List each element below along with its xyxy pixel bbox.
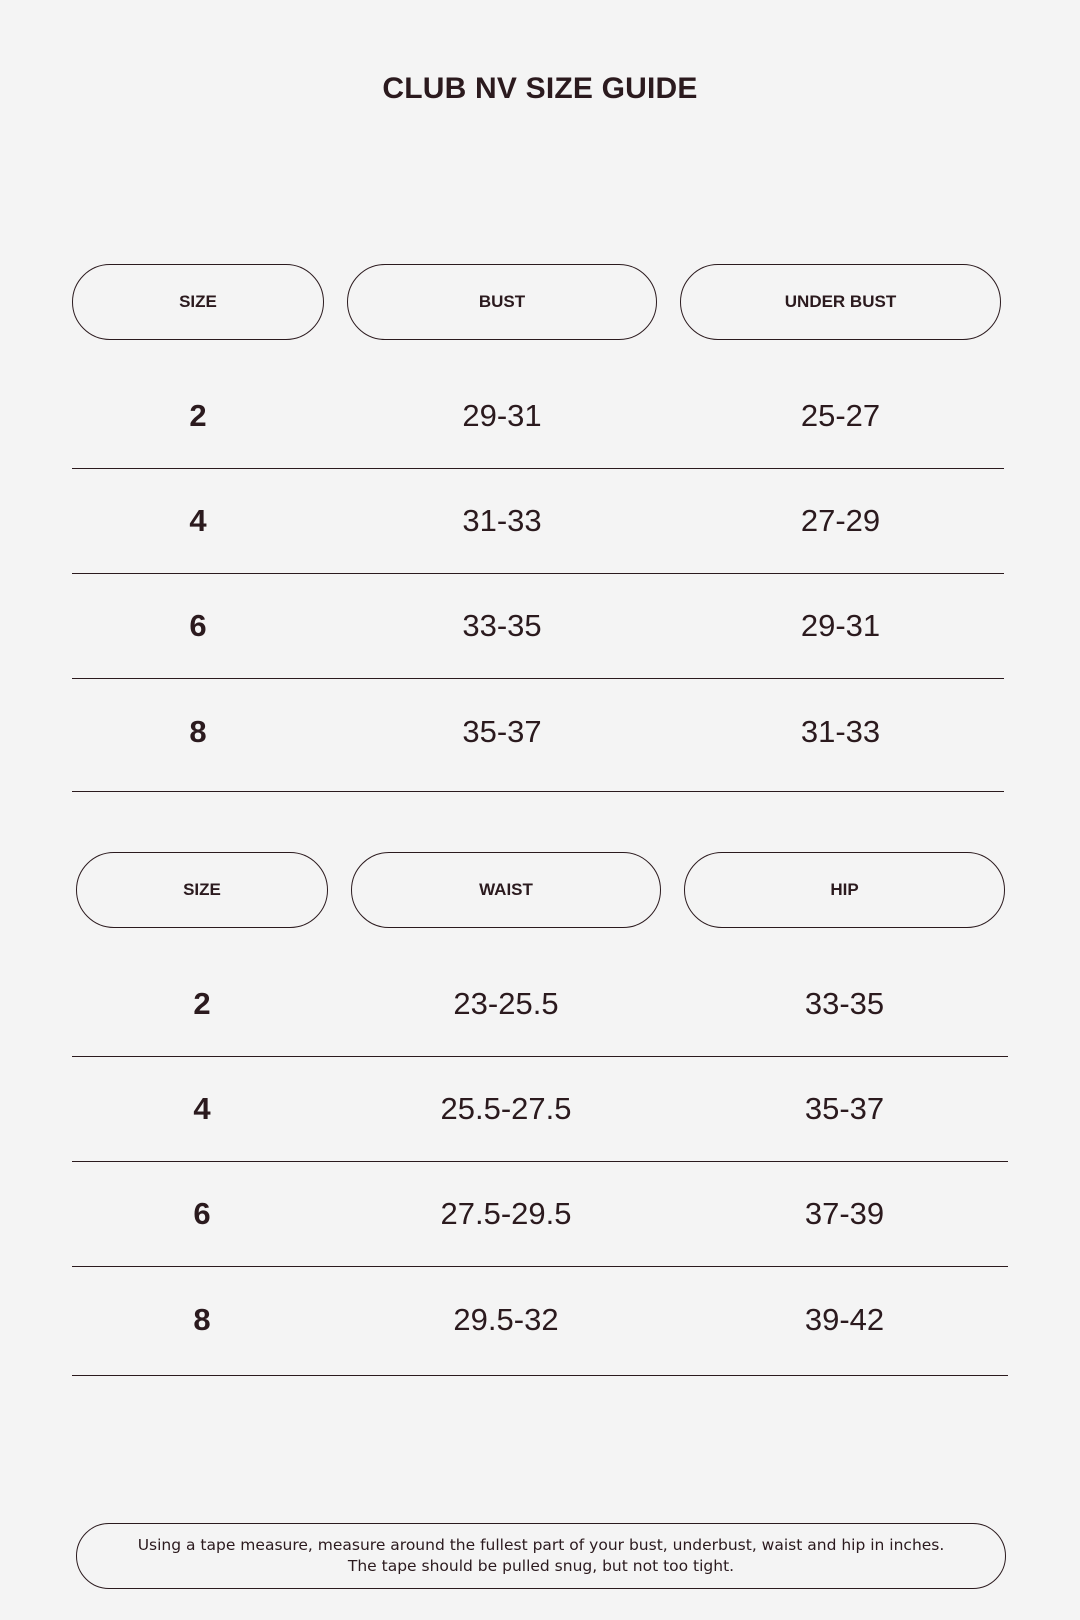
table-header	[72, 264, 1004, 342]
bust-value: 31-33	[462, 503, 542, 538]
header-size: SIZE	[72, 264, 324, 340]
size-value: 4	[189, 503, 207, 538]
header-bust: BUST	[347, 264, 657, 340]
hip-value: 35-37	[804, 1091, 885, 1126]
under-bust-value: 27-29	[800, 503, 881, 538]
bust-value: 33-35	[462, 608, 542, 643]
header-size: SIZE	[76, 852, 328, 928]
under-bust-value: 31-33	[800, 713, 881, 749]
size-value: 8	[189, 713, 207, 749]
waist-value: 27.5-29.5	[440, 1196, 572, 1231]
size-value: 6	[189, 608, 207, 643]
instructions-line-1: Using a tape measure, measure around the fullest part of your bust, underbust, waist and hip in inches.	[137, 1536, 945, 1554]
measuring-instructions	[76, 1523, 1006, 1589]
hip-value: 37-39	[804, 1196, 885, 1231]
header-under-bust: UNDER BUST	[680, 264, 1001, 340]
table-row	[72, 469, 1004, 574]
bust-value: 29-31	[462, 398, 542, 433]
hip-value: 33-35	[804, 986, 885, 1021]
waist-value: 25.5-27.5	[440, 1091, 572, 1126]
size-value: 2	[189, 398, 207, 433]
size-value: 8	[193, 1301, 211, 1337]
size-value: 6	[193, 1196, 211, 1231]
table-row	[72, 1057, 1008, 1162]
table-row	[72, 679, 1004, 792]
page-title: CLUB NV SIZE GUIDE	[382, 72, 698, 105]
bust-value: 35-37	[462, 713, 542, 749]
waist-value: 29.5-32	[453, 1301, 559, 1337]
table-header	[76, 852, 1008, 930]
waist-hip-size-table	[76, 852, 1008, 1376]
size-value: 4	[193, 1091, 211, 1126]
header-hip: HIP	[684, 852, 1005, 928]
size-value: 2	[193, 986, 211, 1021]
instructions-line-2: The tape should be pulled snug, but not too tight.	[347, 1557, 735, 1575]
header-waist: WAIST	[351, 852, 661, 928]
hip-value: 39-42	[804, 1301, 885, 1337]
table-row	[72, 574, 1004, 679]
bust-size-table	[72, 264, 1004, 792]
table-row	[72, 364, 1004, 469]
waist-value: 23-25.5	[453, 986, 559, 1021]
table-row	[72, 1162, 1008, 1267]
table-row	[72, 952, 1008, 1057]
under-bust-value: 29-31	[800, 608, 881, 643]
under-bust-value: 25-27	[800, 398, 881, 433]
table-row	[72, 1267, 1008, 1376]
